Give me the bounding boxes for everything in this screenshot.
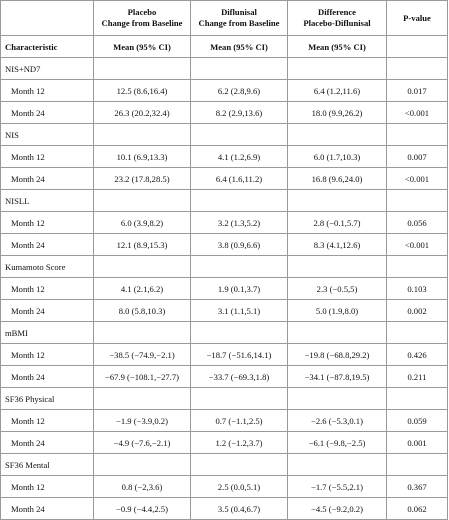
section-empty-cell [191, 58, 288, 80]
section-empty-cell [387, 58, 448, 80]
placebo-value: 4.1 (2.1,6.2) [94, 278, 191, 300]
p-value: 0.017 [387, 80, 448, 102]
table-row [1, 234, 448, 256]
table-row [1, 366, 448, 388]
diflunisal-value: 3.5 (0.4,6.7) [191, 498, 288, 520]
section-empty-cell [288, 454, 387, 476]
section-label: NIS [1, 124, 94, 146]
placebo-value: 12.5 (8.6,16.4) [94, 80, 191, 102]
section-empty-cell [387, 124, 448, 146]
table-row [1, 410, 448, 432]
p-value: 0.367 [387, 476, 448, 498]
difference-value: 16.8 (9.6,24.0) [288, 168, 387, 190]
difference-value: 5.0 (1.9,8.0) [288, 300, 387, 322]
section-empty-cell [94, 58, 191, 80]
placebo-value: −0.9 (−4.4,2.5) [94, 498, 191, 520]
placebo-value: 6.0 (3.9,8.2) [94, 212, 191, 234]
section-empty-cell [94, 190, 191, 212]
diflunisal-value: 1.9 (0.1,3.7) [191, 278, 288, 300]
diflunisal-value: −18.7 (−51.6,14.1) [191, 344, 288, 366]
p-value: 0.426 [387, 344, 448, 366]
placebo-value: 0.8 (−2,3.6) [94, 476, 191, 498]
row-label: Month 24 [1, 300, 94, 322]
p-value: 0.002 [387, 300, 448, 322]
header-pvalue-blank [387, 36, 448, 58]
diflunisal-value: −33.7 (−69.3,1.8) [191, 366, 288, 388]
header-row-metrics [1, 36, 448, 58]
placebo-value: −38.5 (−74.9,−2.1) [94, 344, 191, 366]
diflunisal-value: 3.1 (1.1,5.1) [191, 300, 288, 322]
placebo-value: −67.9 (−108.1,−27.7) [94, 366, 191, 388]
section-row [1, 454, 448, 476]
row-label: Month 12 [1, 344, 94, 366]
table-row [1, 102, 448, 124]
header-row-groups [1, 1, 448, 36]
section-empty-cell [288, 388, 387, 410]
placebo-value: −4.9 (−7.6,−2.1) [94, 432, 191, 454]
section-empty-cell [94, 322, 191, 344]
difference-value: 6.0 (1.7,10.3) [288, 146, 387, 168]
table-row [1, 300, 448, 322]
placebo-value: 26.3 (20.2,32.4) [94, 102, 191, 124]
table-row [1, 498, 448, 520]
difference-value: 8.3 (4.1,12.6) [288, 234, 387, 256]
p-value: 0.001 [387, 432, 448, 454]
p-value: <0.001 [387, 168, 448, 190]
p-value: 0.062 [387, 498, 448, 520]
section-empty-cell [94, 124, 191, 146]
section-label: NISLL [1, 190, 94, 212]
section-label: NIS+ND7 [1, 58, 94, 80]
row-label: Month 12 [1, 410, 94, 432]
difference-value: −34.1 (−87.8,19.5) [288, 366, 387, 388]
difference-value: −19.8 (−68.8,29.2) [288, 344, 387, 366]
header-blank [1, 1, 94, 36]
section-label: mBMI [1, 322, 94, 344]
p-value: 0.211 [387, 366, 448, 388]
difference-value: −2.6 (−5.3,0.1) [288, 410, 387, 432]
difference-value: 2.8 (−0.1,5.7) [288, 212, 387, 234]
section-row [1, 190, 448, 212]
placebo-value: 23.2 (17.8,28.5) [94, 168, 191, 190]
difference-value: 18.0 (9.9,26.2) [288, 102, 387, 124]
diflunisal-value: 3.2 (1.3,5.2) [191, 212, 288, 234]
diflunisal-value: 0.7 (−1.1,2.5) [191, 410, 288, 432]
header-characteristic: Characteristic [1, 36, 94, 58]
row-label: Month 12 [1, 476, 94, 498]
section-empty-cell [191, 124, 288, 146]
difference-value: 2.3 (−0.5,5) [288, 278, 387, 300]
section-empty-cell [288, 322, 387, 344]
section-label: SF36 Physical [1, 388, 94, 410]
placebo-value: 10.1 (6.9,13.3) [94, 146, 191, 168]
section-row [1, 256, 448, 278]
section-label: SF36 Mental [1, 454, 94, 476]
section-empty-cell [191, 388, 288, 410]
table-row [1, 212, 448, 234]
p-value: 0.056 [387, 212, 448, 234]
header-mean-ci-diflunisal: Mean (95% CI) [191, 36, 288, 58]
section-empty-cell [387, 190, 448, 212]
section-empty-cell [288, 58, 387, 80]
table-row [1, 168, 448, 190]
table-row [1, 432, 448, 454]
placebo-value: −1.9 (−3.9,0.2) [94, 410, 191, 432]
section-label: Kumamoto Score [1, 256, 94, 278]
row-label: Month 12 [1, 146, 94, 168]
p-value: 0.007 [387, 146, 448, 168]
section-empty-cell [94, 256, 191, 278]
section-empty-cell [387, 256, 448, 278]
row-label: Month 12 [1, 278, 94, 300]
section-row [1, 124, 448, 146]
table-body [1, 58, 448, 520]
row-label: Month 24 [1, 366, 94, 388]
header-mean-ci-placebo: Mean (95% CI) [94, 36, 191, 58]
section-empty-cell [94, 388, 191, 410]
row-label: Month 12 [1, 212, 94, 234]
header-diflunisal: Diflunisal Change from Baseline [191, 1, 288, 36]
table-row [1, 80, 448, 102]
header-difference: Difference Placebo-Diflunisal [288, 1, 387, 36]
row-label: Month 24 [1, 102, 94, 124]
section-empty-cell [387, 454, 448, 476]
diflunisal-value: 6.2 (2.8,9.6) [191, 80, 288, 102]
difference-value: 6.4 (1.2,11.6) [288, 80, 387, 102]
section-row [1, 388, 448, 410]
p-value: 0.103 [387, 278, 448, 300]
diflunisal-value: 1.2 (−1.2,3.7) [191, 432, 288, 454]
section-empty-cell [191, 190, 288, 212]
diflunisal-value: 2.5 (0.0,5.1) [191, 476, 288, 498]
header-placebo: Placebo Change from Baseline [94, 1, 191, 36]
p-value: <0.001 [387, 234, 448, 256]
p-value: 0.059 [387, 410, 448, 432]
row-label: Month 24 [1, 432, 94, 454]
table-row [1, 278, 448, 300]
section-row [1, 322, 448, 344]
section-empty-cell [191, 454, 288, 476]
table-row [1, 146, 448, 168]
section-empty-cell [288, 190, 387, 212]
difference-value: −1.7 (−5.5,2.1) [288, 476, 387, 498]
section-row [1, 58, 448, 80]
table-row [1, 344, 448, 366]
row-label: Month 24 [1, 168, 94, 190]
placebo-value: 12.1 (8.9,15.3) [94, 234, 191, 256]
placebo-value: 8.0 (5.8,10.3) [94, 300, 191, 322]
section-empty-cell [191, 256, 288, 278]
difference-value: −6.1 (−9.8,−2.5) [288, 432, 387, 454]
section-empty-cell [288, 124, 387, 146]
header-pvalue: P-value [387, 1, 448, 36]
difference-value: −4.5 (−9.2,0.2) [288, 498, 387, 520]
row-label: Month 24 [1, 498, 94, 520]
row-label: Month 24 [1, 234, 94, 256]
section-empty-cell [387, 322, 448, 344]
p-value: <0.001 [387, 102, 448, 124]
diflunisal-value: 6.4 (1.6,11.2) [191, 168, 288, 190]
row-label: Month 12 [1, 80, 94, 102]
diflunisal-value: 8.2 (2.9,13.6) [191, 102, 288, 124]
header-mean-ci-difference: Mean (95% CI) [288, 36, 387, 58]
section-empty-cell [191, 322, 288, 344]
diflunisal-value: 4.1 (1.2,6.9) [191, 146, 288, 168]
diflunisal-value: 3.8 (0.9,6.6) [191, 234, 288, 256]
table-row [1, 476, 448, 498]
section-empty-cell [94, 454, 191, 476]
section-empty-cell [387, 388, 448, 410]
section-empty-cell [288, 256, 387, 278]
